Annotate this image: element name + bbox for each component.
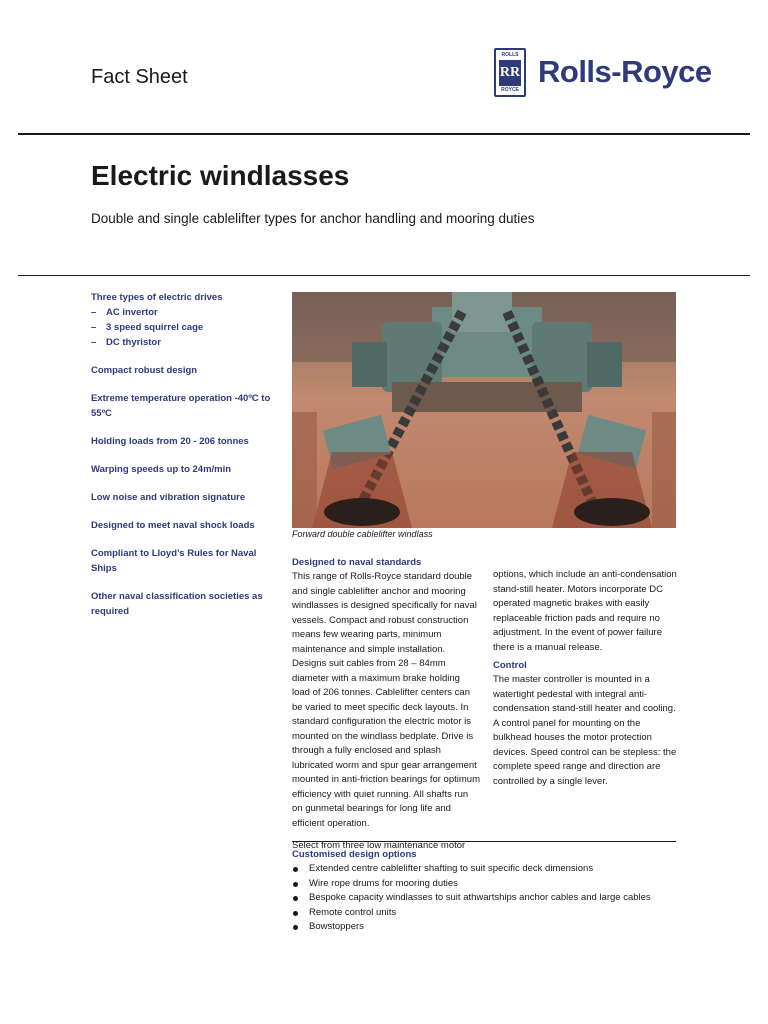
badge-mark: RR [499,60,521,86]
bullet-icon [293,911,298,916]
motor-select-text: Select from three low maintenance motor [292,840,466,851]
feature-list [91,290,271,632]
feature-item: Compact robust design [91,365,198,376]
feature-drive-item: – 3 speed squirrel cage [91,322,204,333]
feature-item: Extreme temperature operation -40ºC to 55ºC [91,393,271,419]
feature-drives [91,290,271,350]
rolls-royce-logo [494,48,716,98]
feature-item: Holding loads from 20 - 206 tonnes [91,436,249,447]
naval-standards-body: This range of Rolls-Royce standard double and single cablelifter anchor and mooring windlasses is designed specifically for naval vessels. Compact and robust construction means few wearing parts, minimum maintenance and simple installation. Designs suit cables from 28 – 84mm diameter with a maximum brake holding load of 206 tonnes. Cablelifter centers can be varied to meet specific deck layouts. In standard configuration the electric motor is mounted on the windlass bedplate. Drive is through a fully enclosed and splash lubricated worm and spur gear arrangement mounted in anti-friction bearings for optimum efficiency with quiet running. All shafts run on gunmetal bearings for long life and efficient operation. [292,571,480,829]
logo-wordmark: Rolls-Royce [538,54,712,89]
feature-drives-title: Three types of electric drives [91,292,223,303]
list-item: Bowstoppers [292,920,651,935]
naval-standards-heading: Designed to naval standards [292,557,422,568]
page-title: Electric windlasses [91,160,350,191]
custom-options-heading: Customised design options [292,849,417,860]
windlass-photo [292,292,676,528]
photo-caption: Forward double cablelifter windlass [292,529,433,539]
document-type-label: Fact Sheet [91,66,188,88]
bullet-icon [293,925,298,930]
list-item: Wire rope drums for mooring duties [292,877,651,892]
badge-bottom-text: ROYCE [501,87,519,93]
bullet-icon [293,867,298,872]
list-item: Extended centre cablelifter shafting to suit specific deck dimensions [292,862,651,877]
list-item: Remote control units [292,906,651,921]
title-divider [18,275,750,276]
bullet-icon [293,896,298,901]
control-body: The master controller is mounted in a watertight pedestal with integral anti-condensation stand-still heater and cooling. A control panel for mounting on the bulkhead houses the motor protection devices. Speed control can be stepless: the complete speed range and direction are controlled by a single lever. [493,674,677,787]
feature-item: Warping speeds up to 24m/min [91,464,232,475]
feature-drive-item: – DC thyristor [91,337,161,348]
rr-badge-icon [494,48,526,97]
custom-options-list [292,862,651,935]
list-item: Bespoke capacity windlasses to suit athwartships anchor cables and large cables [292,891,651,906]
feature-item: Other naval classification societies as required [91,591,263,617]
control-heading: Control [493,660,527,671]
motor-options-text: options, which include an anti-condensation stand-still heater. Motors incorporate DC operated magnetic brakes with easily replaceable friction pads and require no adjustment. In the event of power failure there is a manual release. [493,569,677,653]
bullet-icon [293,882,298,887]
naval-standards-section [292,556,480,831]
badge-top-text: ROLLS [501,52,519,58]
feature-item: Compliant to Lloyd’s Rules for Naval Ships [91,548,257,574]
right-column [493,568,677,789]
feature-drive-item: – AC invertor [91,307,158,318]
page-subtitle: Double and single cablelifter types for anchor handling and mooring duties [91,211,535,226]
feature-item: Low noise and vibration signature [91,492,246,503]
windlass-illustration [292,292,676,528]
feature-item: Designed to meet naval shock loads [91,520,255,531]
header-divider [18,133,750,135]
